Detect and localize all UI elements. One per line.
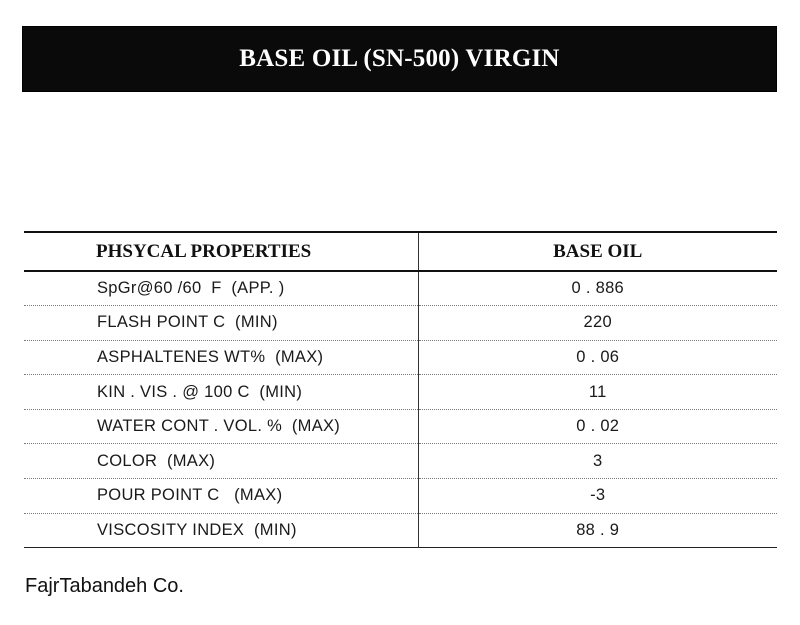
title-banner (22, 26, 777, 92)
properties-table (24, 231, 777, 548)
property-value: 88 . 9 (418, 513, 777, 548)
property-value: 0 . 886 (418, 271, 777, 306)
table-row (24, 271, 777, 306)
property-value: 11 (418, 375, 777, 410)
property-name: ASPHALTENES WT% (MAX) (97, 347, 324, 366)
property-name: KIN . VIS . @ 100 C (MIN) (97, 382, 303, 401)
table-header-row (24, 232, 777, 271)
table-row (24, 306, 777, 341)
property-name: WATER CONT . VOL. % (MAX) (97, 417, 341, 436)
table-row (24, 340, 777, 375)
property-name: VISCOSITY INDEX (MIN) (97, 520, 297, 539)
document-title: BASE OIL (SN-500) VIRGIN (239, 45, 560, 72)
column-header-base-oil: BASE OIL (418, 232, 777, 271)
property-value: 220 (418, 306, 777, 341)
property-value: 0 . 06 (418, 340, 777, 375)
property-value: -3 (418, 479, 777, 514)
company-name: FajrTabandeh Co. (25, 575, 184, 597)
property-value: 0 . 02 (418, 409, 777, 444)
property-name: FLASH POINT C (MIN) (97, 313, 278, 332)
column-header-properties: PHSYCAL PROPERTIES (96, 240, 312, 262)
table-row (24, 375, 777, 410)
property-value: 3 (418, 444, 777, 479)
property-name: SpGr@60 /60 F (APP. ) (97, 279, 285, 298)
property-name: COLOR (MAX) (97, 451, 216, 470)
table-row (24, 479, 777, 514)
table-row (24, 409, 777, 444)
table-row (24, 513, 777, 548)
property-name: POUR POINT C (MAX) (97, 486, 283, 505)
table-row (24, 444, 777, 479)
